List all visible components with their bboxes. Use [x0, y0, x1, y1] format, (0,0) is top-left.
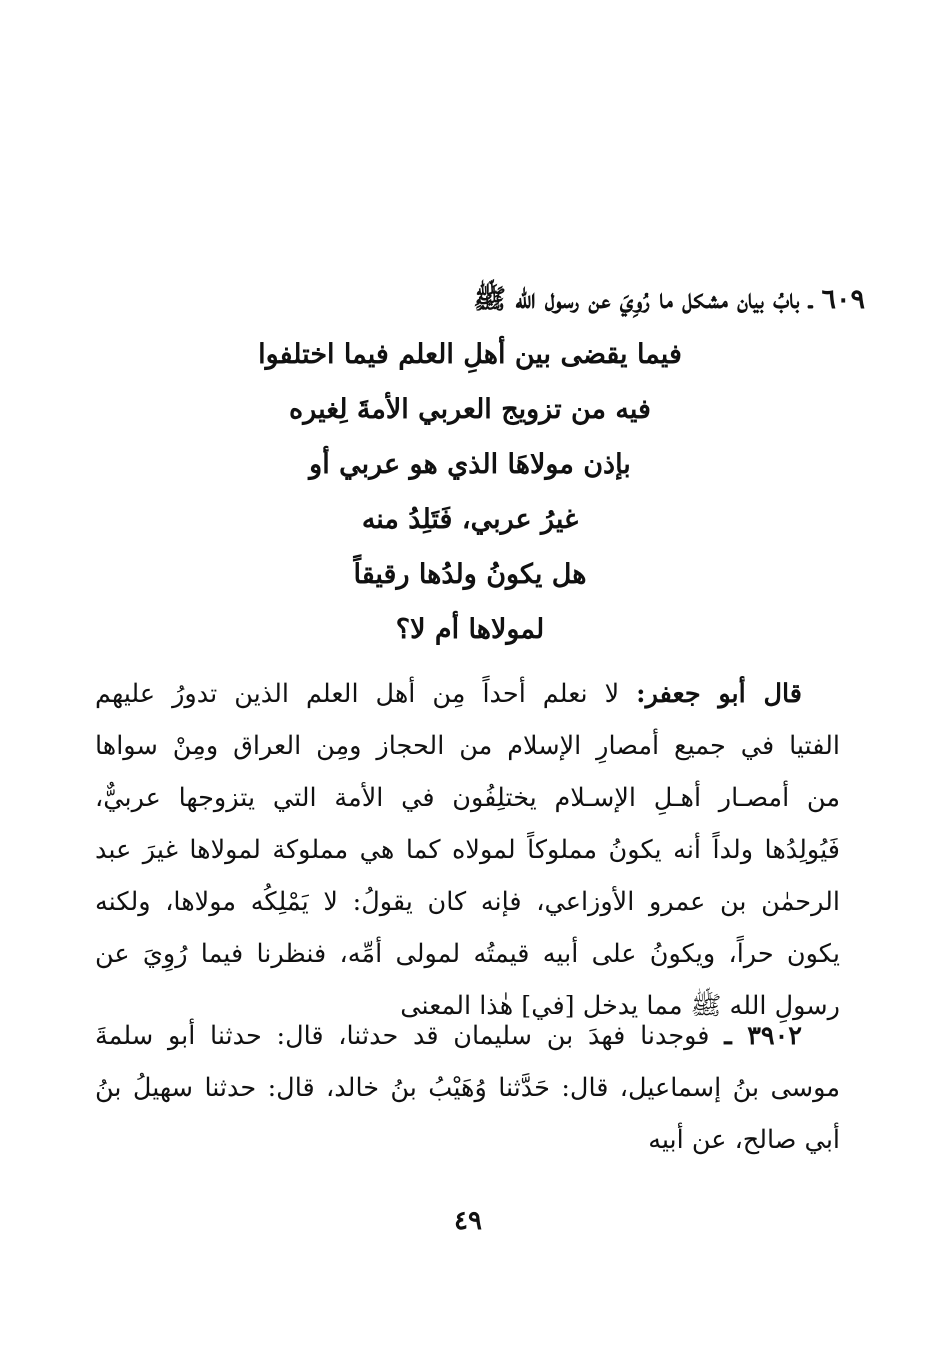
paragraph-line: من أمصـار أهـلِ الإسـلام يختلِفُون في الأمة التي يتزوجها عربيٌّ، [95, 783, 840, 813]
paragraph-line [95, 668, 840, 720]
heading-line: ٦٠٩ ـ بابُ بيان مشكل ما رُوِيَ عن رسول الله ﷺ [473, 284, 865, 315]
heading-line: لمولاها أم لا؟ [395, 614, 545, 645]
heading-line: فيما يقضى بين أهلِ العلم فيما اختلفوا [258, 339, 682, 370]
hadith-entry [95, 1010, 840, 1166]
page-number: ٤٩ [454, 1206, 482, 1236]
paragraph-line: الفتيا في جميع أمصارِ الإسلام من الحجاز ومِن العراق ومِنْ سواها [95, 731, 840, 761]
paragraph-line-text: لا نعلم أحداً مِن أهل العلم الذين تدورُ عليهم [95, 679, 637, 709]
paragraph-line: فَيُولِدُها ولداً أنه يكونُ مملوكاً لمولاه كما هي مملوكة لمولاها غيرَ عبد [95, 835, 840, 865]
hadith-number: ٣٩٠٢ ـ [724, 1021, 802, 1051]
commentary-paragraph [95, 668, 840, 1032]
heading-line: غيرُ عربي، فَتَلِدُ منه [361, 504, 579, 535]
speaker-label: قال أبو جعفر: [636, 679, 803, 709]
paragraph-line: الرحمٰن بن عمرو الأوزاعي، فإنه كان يقولُ: لا يَمْلِكُه مولاها، ولكنه [95, 887, 840, 917]
hadith-line: أبي صالح، عن أبيه [648, 1125, 840, 1155]
hadith-line-text: فوجدنا فهدَ بن سليمان قد حدثنا، قال: حدثنا أبو سلمةَ [95, 1021, 725, 1051]
heading-line: فيه من تزويج العربي الأمةَ لِغيره [289, 394, 651, 425]
heading-line: بإذن مولاهَا الذي هو عربي أو [309, 449, 631, 480]
paragraph-line: يكون حراً، ويكونُ على أبيه قيمتُه لمولى أمِّه، فنظرنا فيما رُوِيَ عن [95, 939, 840, 969]
paragraph-line: رسولِ الله ﷺ مما يدخل [في] هٰذا المعنى [400, 991, 840, 1021]
chapter-heading [120, 272, 865, 657]
hadith-line [95, 1010, 840, 1062]
heading-line: هل يكونُ ولدُها رقيقاً [353, 559, 587, 590]
hadith-line: موسى بنُ إسماعيل، قال: حَدَّثنا وُهَيْبُ بنُ خالد، قال: حدثنا سهيلُ بنُ [95, 1073, 840, 1103]
